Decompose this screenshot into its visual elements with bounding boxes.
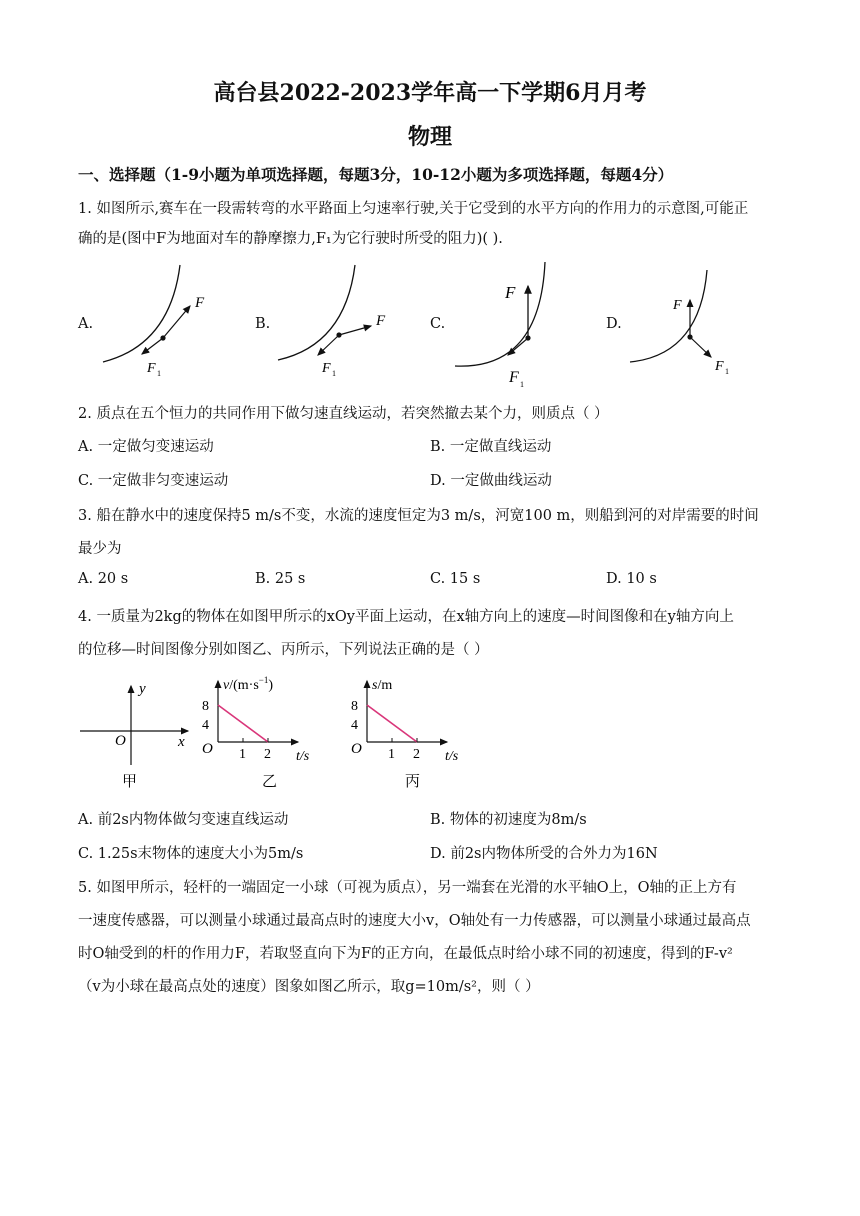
bing-ytick-8: 8: [351, 699, 358, 714]
q4-option-c: C. 1.25s末物体的速度大小为5m/s: [78, 846, 304, 862]
yi-caption: 乙: [262, 774, 278, 790]
yi-xtick-1: 1: [239, 747, 246, 762]
yi-y-label: $v/(m\cdot s^{-1})$: [223, 675, 274, 693]
q2-option-c: C. 一定做非匀变速运动: [78, 473, 229, 489]
q4-option-b: B. 物体的初速度为8m/s: [430, 812, 587, 828]
bing-origin-label: O: [351, 741, 362, 757]
q1a-resist-label: F: [147, 361, 156, 376]
bing-graph-line: [367, 705, 417, 742]
q1-stem-line1: 1. 如图所示,赛车在一段需转弯的水平路面上匀速率行驶,关于它受到的水平方向的作用力的示意图,可能正: [78, 201, 749, 217]
yi-graph-line: [218, 705, 268, 742]
bing-x-label: t/s: [445, 749, 459, 764]
q4-stem-line2: 的位移—时间图像分别如图乙、丙所示，下列说法正确的是（ ）: [78, 642, 489, 658]
q5-stem-line4: （v为小球在最高点处的速度）图象如图乙所示，取g=10m/s²，则（ ）: [78, 979, 540, 995]
q3-stem-line2: 最少为: [78, 541, 122, 557]
q1b-resist-sub: 1: [332, 369, 336, 378]
bing-xtick-2: 2: [413, 747, 420, 762]
q1-option-c-label: C.: [430, 316, 446, 332]
q2-option-b: B. 一定做直线运动: [430, 439, 552, 455]
q4-option-a: A. 前2s内物体做匀变速直线运动: [78, 812, 289, 828]
q3-option-d: D. 10 s: [606, 571, 657, 587]
q3-option-b: B. 25 s: [255, 571, 306, 587]
section-heading: 一、选择题（1-9小题为单项选择题，每题3分，10-12小题为多项选择题，每题4分）: [78, 165, 674, 184]
q1-option-d-label: D.: [606, 316, 622, 332]
q1b-resist-label: F: [322, 361, 331, 376]
q5-stem-line2: 一速度传感器，可以测量小球通过最高点时的速度大小v，O轴处有一力传感器，可以测量小球通过最高点: [78, 913, 751, 929]
q5-stem-line1: 5. 如图甲所示，轻杆的一端固定一小球（可视为质点），另一端套在光滑的水平轴O上，O轴的正上方有: [78, 880, 737, 896]
jia-y-label: y: [139, 681, 146, 697]
q5-stem-line3: 时O轴受到的杆的作用力F，若取竖直向下为F的正方向，在最低点时给小球不同的初速度，得到的F-v²: [78, 946, 733, 962]
q1-option-a-label: A.: [78, 316, 94, 332]
q1a-resist-sub: 1: [157, 369, 161, 378]
yi-x-label: t/s: [296, 749, 310, 764]
yi-origin-label: O: [202, 741, 213, 757]
page-title: 高台县2022-2023学年高一下学期6月月考: [213, 80, 647, 106]
bing-xtick-1: 1: [388, 747, 395, 762]
q1-stem-line2: 确的是(图中F为地面对车的静摩擦力,F₁为它行驶时所受的阻力)( ).: [78, 231, 503, 247]
q2-option-d: D. 一定做曲线运动: [430, 473, 552, 489]
bing-caption: 丙: [405, 774, 421, 790]
bing-ytick-4: 4: [351, 718, 358, 733]
q1-option-b-label: B.: [255, 316, 271, 332]
q4-option-d: D. 前2s内物体所受的合外力为16N: [430, 846, 658, 862]
q3-stem-line1: 3. 船在静水中的速度保持5 m/s不变，水流的速度恒定为3 m/s，河宽100 m，则船到河的对岸需要的时间: [78, 508, 759, 524]
q3-option-c: C. 15 s: [430, 571, 481, 587]
q1b-force-label: F: [376, 313, 386, 329]
yi-xtick-2: 2: [264, 747, 271, 762]
q4-figure-jia: [80, 681, 188, 790]
q3-option-a: A. 20 s: [78, 571, 129, 587]
q1c-force-label: F: [505, 283, 516, 302]
subject-title: 物理: [407, 124, 452, 150]
q1d-resist-label: F: [715, 359, 724, 374]
jia-origin-label: O: [115, 733, 126, 749]
q1c-resist-sub: 1: [520, 380, 524, 389]
jia-x-label: x: [178, 734, 185, 750]
jia-caption: 甲: [122, 774, 138, 790]
q4-figure-bing: [351, 678, 459, 790]
q4-figure-yi: [202, 675, 310, 790]
bing-y-label: s/m: [372, 678, 393, 693]
q1a-force-label: F: [195, 295, 205, 311]
q2-stem: 2. 质点在五个恒力的共同作用下做匀速直线运动，若突然撤去某个力，则质点（ ）: [78, 406, 609, 422]
q4-stem-line1: 4. 一质量为2kg的物体在如图甲所示的xOy平面上运动，在x轴方向上的速度—时间图像和在y轴方向上: [78, 609, 734, 625]
q1d-resist-sub: 1: [725, 367, 729, 376]
yi-ytick-4: 4: [202, 718, 209, 733]
q1c-resist-label: F: [509, 369, 519, 386]
q1d-force-label: F: [673, 298, 682, 313]
q2-option-a: A. 一定做匀变速运动: [78, 439, 214, 455]
yi-ytick-8: 8: [202, 699, 209, 714]
